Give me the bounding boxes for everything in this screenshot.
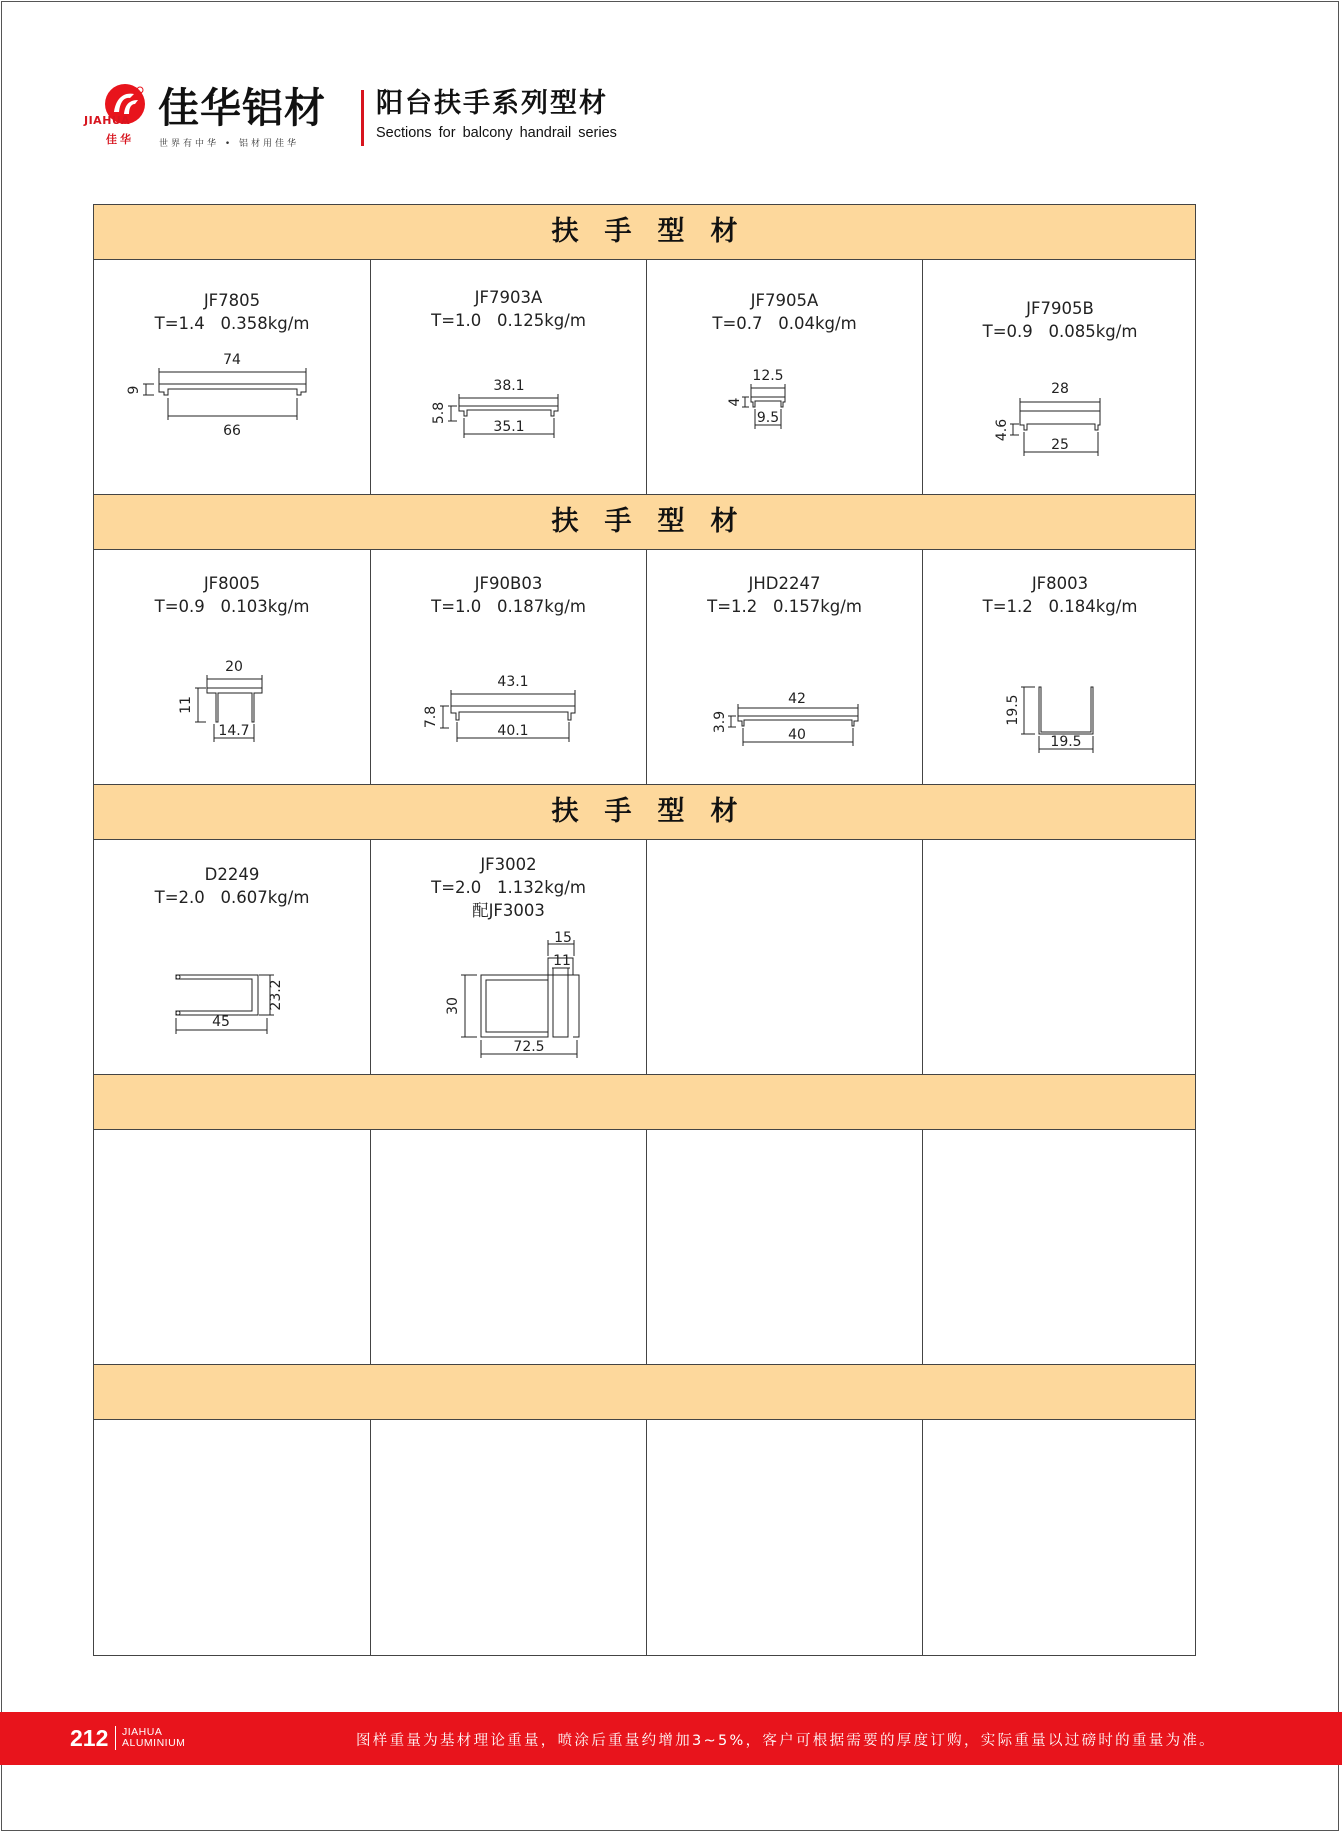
profile-spec: T=1.0 0.125kg/m <box>431 311 586 330</box>
profile-code: JF7905B <box>1026 299 1094 318</box>
footer-divider <box>115 1726 116 1750</box>
profile-cell-empty <box>922 840 1197 1074</box>
profile-catalog <box>93 204 1196 1656</box>
profile-cell-empty <box>646 840 922 1074</box>
brand-name: 佳华铝材 <box>158 84 326 132</box>
dimension-label: 7.8 <box>423 705 439 729</box>
profile-drawing <box>923 550 1198 784</box>
dimension-label: 9 <box>126 385 142 395</box>
dimension-label: 72.5 <box>513 1039 545 1055</box>
profile-spec: T=1.4 0.358kg/m <box>154 314 310 333</box>
header-divider <box>361 90 364 146</box>
profile-code: JHD2247 <box>748 574 821 593</box>
dimension-label: 20 <box>225 659 243 675</box>
dimension-label: 5.8 <box>431 401 447 425</box>
series-title-cn: 阳台扶手系列型材 <box>376 88 608 119</box>
profile-drawing <box>371 260 647 494</box>
dimension-label: 4 <box>727 397 743 407</box>
profile-cell <box>370 260 646 494</box>
dimension-label: 9.5 <box>756 410 780 426</box>
footer-bar <box>0 1712 1342 1765</box>
section-band <box>94 494 1195 550</box>
section-band <box>94 1364 1195 1420</box>
dimension-label: 40.1 <box>497 723 529 739</box>
section-title: 扶手型材 <box>551 506 764 537</box>
profile-row <box>94 840 1195 1074</box>
dimension-label: 25 <box>1051 437 1069 453</box>
section-title: 扶手型材 <box>551 216 764 247</box>
profile-cell <box>646 260 922 494</box>
profile-cell <box>646 550 922 784</box>
profile-code: JF90B03 <box>474 574 543 593</box>
profile-spec: T=0.9 0.103kg/m <box>154 597 310 616</box>
dimension-label: 40 <box>788 727 806 743</box>
profile-drawing <box>923 260 1198 494</box>
profile-spec: T=2.0 0.607kg/m <box>154 888 310 907</box>
profile-cell-empty <box>94 1130 370 1364</box>
profile-spec: T=1.2 0.157kg/m <box>707 597 862 616</box>
profile-cell <box>94 550 370 784</box>
profile-spec: T=0.9 0.085kg/m <box>982 322 1138 341</box>
logo-english: JIAHUA <box>84 114 131 127</box>
profile-drawing <box>94 260 370 494</box>
dimension-label: 43.1 <box>497 674 529 690</box>
profile-drawing <box>647 260 923 494</box>
logo-chinese: 佳华 <box>106 133 134 146</box>
profile-code: JF3002 <box>480 855 537 874</box>
dimension-label: 38.1 <box>493 378 525 394</box>
profile-row <box>94 550 1195 784</box>
dimension-label: 19.5 <box>1050 734 1082 750</box>
dimension-label: 66 <box>223 423 241 439</box>
profile-cell-empty <box>94 1420 370 1655</box>
profile-cell-empty <box>646 1420 922 1655</box>
profile-cell-empty <box>370 1130 646 1364</box>
dimension-label: 3.9 <box>712 710 728 734</box>
profile-note: 配JF3003 <box>472 901 545 920</box>
profile-code: JF7905A <box>750 291 819 310</box>
profile-spec: T=2.0 1.132kg/m <box>431 878 586 897</box>
dimension-label: 28 <box>1051 381 1069 397</box>
footer-brand-line: JIAHUA <box>122 1726 163 1738</box>
profile-code: JF7903A <box>474 288 543 307</box>
section-title: 扶手型材 <box>551 796 764 827</box>
section-band <box>94 784 1195 840</box>
dimension-label: 45 <box>212 1014 230 1030</box>
dimension-label: 11 <box>553 953 571 969</box>
profile-drawing <box>371 550 647 784</box>
profile-spec: T=1.0 0.187kg/m <box>431 597 586 616</box>
dimension-label: 35.1 <box>493 419 525 435</box>
dimension-label: 19.5 <box>1005 694 1021 726</box>
weight-disclaimer: 图样重量为基材理论重量，喷涂后重量约增加3~5%，客户可根据需要的厚度订购，实际重量以过磅时的重量为准。 <box>356 1733 1216 1749</box>
dimension-label: 4.6 <box>994 418 1010 442</box>
section-band <box>94 204 1195 260</box>
dimension-label: 42 <box>788 691 806 707</box>
profile-cell <box>922 550 1197 784</box>
footer-brand-line: ALUMINIUM <box>122 1737 186 1749</box>
profile-cell-empty <box>646 1130 922 1364</box>
profile-cell-empty <box>370 1420 646 1655</box>
profile-cell <box>370 840 646 1074</box>
profile-row <box>94 1420 1195 1655</box>
profile-row <box>94 260 1195 494</box>
profile-code: JF8005 <box>203 574 261 593</box>
dimension-label: 30 <box>445 997 461 1015</box>
profile-code: D2249 <box>204 865 260 884</box>
series-title-en: Sections for balcony handrail series <box>376 125 617 141</box>
profile-cell <box>94 840 370 1074</box>
footer-brand <box>122 1727 185 1749</box>
dimension-label: 74 <box>223 352 241 368</box>
profile-spec: T=1.2 0.184kg/m <box>982 597 1138 616</box>
profile-drawing <box>94 840 370 1074</box>
brand-slogan: 世界有中华 • 铝材用佳华 <box>159 139 300 149</box>
profile-code: JF8003 <box>1031 574 1089 593</box>
dimension-label: 12.5 <box>752 368 784 384</box>
dimension-label: 14.7 <box>218 723 250 739</box>
profile-cell <box>370 550 646 784</box>
profile-row <box>94 1130 1195 1364</box>
profile-cell-empty <box>922 1420 1197 1655</box>
profile-drawing <box>371 840 647 1074</box>
dimension-label: 15 <box>554 930 572 946</box>
profile-drawing <box>647 550 923 784</box>
dimension-label: 11 <box>178 696 194 714</box>
profile-cell <box>94 260 370 494</box>
dimension-label: 23.2 <box>268 979 284 1011</box>
section-band <box>94 1074 1195 1130</box>
profile-spec: T=0.7 0.04kg/m <box>712 314 857 333</box>
profile-cell <box>922 260 1197 494</box>
profile-cell-empty <box>922 1130 1197 1364</box>
page-number: 212 <box>70 1725 109 1751</box>
profile-code: JF7805 <box>203 291 261 310</box>
profile-drawing <box>94 550 370 784</box>
